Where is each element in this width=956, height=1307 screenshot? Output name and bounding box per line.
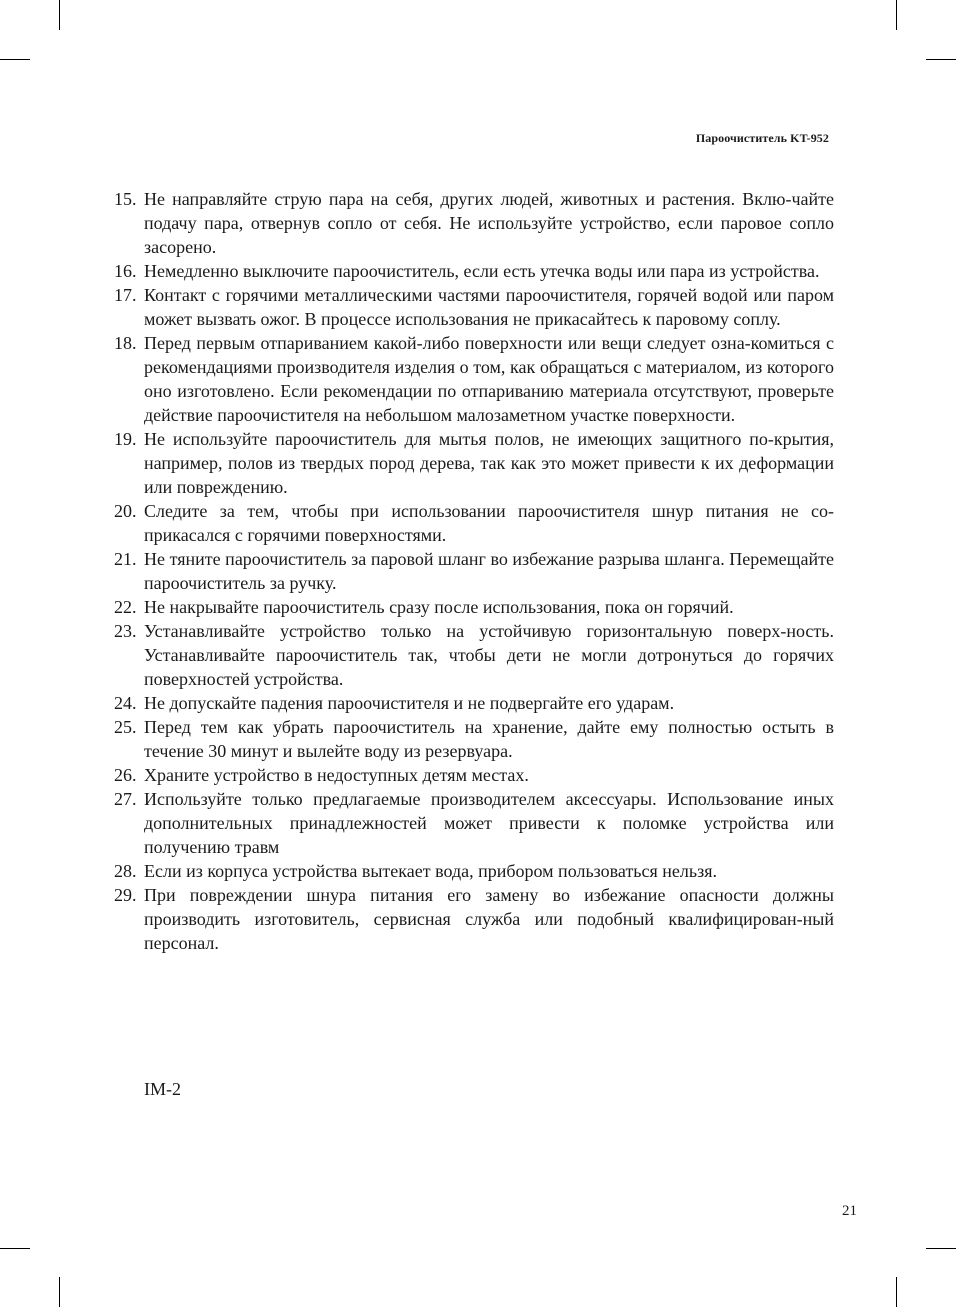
list-item (114, 787, 834, 859)
list-item (114, 715, 834, 763)
list-item (114, 595, 834, 619)
document-code: IM-2 (144, 1079, 181, 1099)
item-number: 16. (114, 261, 137, 281)
crop-mark-bottom-right-horizontal (926, 1248, 956, 1249)
list-item (114, 883, 834, 955)
list-item (114, 547, 834, 595)
item-text: Не тяните пароочиститель за паровой шланг во избежание разрыва шланга. Перемещайте пароочиститель за ручку. (144, 549, 834, 593)
item-text: Если из корпуса устройства вытекает вода, прибором пользоваться нельзя. (144, 861, 717, 881)
crop-mark-top-right (896, 0, 897, 30)
item-number: 17. (114, 285, 137, 305)
item-number: 27. (114, 789, 137, 809)
crop-mark-bottom-right (896, 1277, 897, 1307)
item-number: 23. (114, 621, 137, 641)
item-text: Перед тем как убрать пароочиститель на хранение, дайте ему полностью остыть в течение 30 минут и вылейте воду из резервуара. (144, 717, 834, 761)
item-text: Перед первым отпариванием какой-либо поверхности или вещи следует озна-комиться с рекомендациями производителя изделия о том, как обращаться с материалом, из которого оно изготовлено. Если рекомендации по отпариванию материала отсутствуют, проверьте действие пароочистителя на небольшом малозаметном участке поверхности. (144, 333, 834, 425)
page-number: 21 (842, 1203, 857, 1219)
item-text: Не накрывайте пароочиститель сразу после использования, пока он горячий. (144, 597, 734, 617)
item-text: Не допускайте падения пароочистителя и не подвергайте его ударам. (144, 693, 675, 713)
list-item (114, 763, 834, 787)
crop-mark-top-left (59, 0, 60, 30)
list-item (114, 187, 834, 259)
item-number: 20. (114, 501, 137, 521)
instruction-list (114, 187, 834, 955)
item-text: Устанавливайте устройство только на устойчивую горизонтальную поверх-ность. Устанавливайте пароочиститель так, чтобы дети не могли дотронуться до горячих поверхностей устройства. (144, 621, 834, 689)
item-text: Немедленно выключите пароочиститель, если есть утечка воды или пара из устройства. (144, 261, 820, 281)
item-text: При повреждении шнура питания его замену во избежание опасности должны производить изготовитель, сервисная служба или подобный квалифицирован-ный персонал. (144, 885, 834, 953)
running-header: Пароочиститель KT-952 (695, 131, 829, 145)
item-number: 19. (114, 429, 137, 449)
item-number: 26. (114, 765, 137, 785)
item-number: 28. (114, 861, 137, 881)
list-item (114, 427, 834, 499)
list-item (114, 619, 834, 691)
list-item (114, 283, 834, 331)
item-number: 24. (114, 693, 137, 713)
crop-mark-top-right-horizontal (926, 59, 956, 60)
item-number: 15. (114, 189, 137, 209)
list-item (114, 691, 834, 715)
item-text: Контакт с горячими металлическими частями пароочистителя, горячей водой или паром может вызвать ожог. В процессе использования не прикасайтесь к паровому соплу. (144, 285, 834, 329)
item-number: 25. (114, 717, 137, 737)
safety-instructions (114, 187, 834, 955)
item-text: Храните устройство в недоступных детям местах. (144, 765, 529, 785)
item-number: 21. (114, 549, 137, 569)
list-item (114, 259, 834, 283)
item-text: Используйте только предлагаемые производителем аксессуары. Использование иных дополнительных принадлежностей может привести к поломке устройства или получению травм (144, 789, 834, 857)
crop-mark-bottom-left-horizontal (0, 1248, 30, 1249)
item-number: 22. (114, 597, 137, 617)
item-number: 29. (114, 885, 137, 905)
list-item (114, 499, 834, 547)
crop-mark-bottom-left (59, 1277, 60, 1307)
crop-mark-top-left-horizontal (0, 59, 30, 60)
item-text: Не направляйте струю пара на себя, других людей, животных и растения. Вклю-чайте подачу пара, отвернув сопло от себя. Не используйте устройство, если паровое сопло засорено. (144, 189, 834, 257)
list-item (114, 331, 834, 427)
item-text: Следите за тем, чтобы при использовании пароочистителя шнур питания не со-прикасался с горячими поверхностями. (144, 501, 834, 545)
list-item (114, 859, 834, 883)
item-number: 18. (114, 333, 137, 353)
item-text: Не используйте пароочиститель для мытья полов, не имеющих защитного по-крытия, например, полов из твердых пород дерева, так как это может привести к их деформации или повреждению. (144, 429, 834, 497)
